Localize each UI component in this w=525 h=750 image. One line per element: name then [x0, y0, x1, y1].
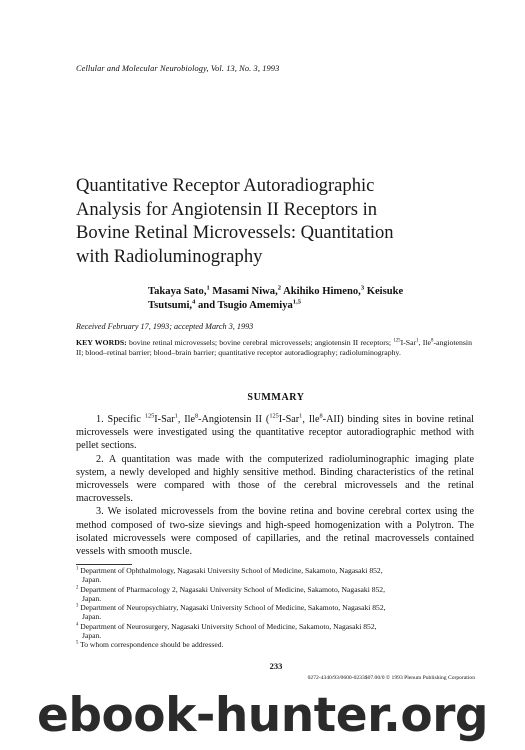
- keywords-text: , Ile: [418, 338, 432, 347]
- superscript: 8: [195, 412, 199, 420]
- affiliation-mark: 2: [277, 284, 282, 292]
- text: -Angiotensin II (: [198, 414, 270, 425]
- footnote-text: Department of Ophthalmology, Nagasaki University School of Medicine, Sakamoto, Nagasaki 852,: [78, 566, 383, 575]
- text: , Ile: [177, 414, 195, 425]
- superscript: 8: [319, 412, 323, 420]
- copyright-line: 0272-4340/93/0600-0233$07.00/0 © 1993 Plenum Publishing Corporation: [307, 675, 475, 681]
- keywords-label: KEY WORDS:: [76, 338, 127, 347]
- author-name: Masami Niwa,: [209, 286, 278, 297]
- footnote-text: Department of Pharmacology 2, Nagasaki University School of Medicine, Sakamoto, Nagasaki 852,: [78, 584, 385, 594]
- footnote: [76, 585, 474, 594]
- author-name: Tsutsumi,: [148, 300, 193, 311]
- superscript: 125: [393, 338, 401, 344]
- footnote-mark: 4: [76, 622, 79, 628]
- keywords-text: I-Sar: [400, 338, 417, 347]
- affiliation-mark: 4: [192, 298, 196, 306]
- article-title: [76, 174, 476, 268]
- footnote-mark: 3: [76, 603, 79, 609]
- footnote-continuation: Japan.: [82, 631, 102, 641]
- superscript: 8: [431, 338, 434, 344]
- keywords-text: bovine retinal microvessels; bovine cerebral microvessels; angiotensin II receptors;: [126, 338, 394, 347]
- footnote: [76, 622, 474, 631]
- text: 1. Specific: [96, 414, 145, 425]
- watermark-logo: ebook-hunter.org: [36, 688, 489, 743]
- title-line: Analysis for Angiotensin II Receptors in: [76, 198, 378, 220]
- footnote: [76, 640, 474, 649]
- footnote-mark: 2: [76, 585, 79, 591]
- superscript: 125: [144, 412, 155, 420]
- title-line: Bovine Retinal Microvessels: Quantitation: [76, 222, 394, 243]
- text: , Ile: [302, 414, 320, 425]
- text: -AII) binding sites in bovine retinal microvessels were investigated using the quantitative receptor autoradiographic method with pellet sections.: [76, 414, 474, 452]
- summary-paragraph-3: 3. We isolated microvessels from the bovine retina and bovine cerebral cortex using the method composed of two-size sievings and high-speed homogenization with a Polytron. The isolated microvessels were composed of capillaries, and the retinal macrovessels contained vessels with smooth muscle.: [76, 506, 474, 558]
- page-number: 233: [269, 661, 283, 671]
- summary-paragraph-1: [76, 413, 474, 453]
- footnotes: [76, 566, 474, 650]
- footnote-rule: [76, 564, 132, 565]
- footnote: [76, 566, 474, 575]
- author-name: Akihiko Himeno,: [281, 286, 361, 297]
- affiliation-mark: 1,5: [292, 298, 301, 306]
- footnote-continuation: Japan.: [82, 593, 102, 603]
- journal-citation: Cellular and Molecular Neurobiology, Vol. 13, No. 3, 1993: [76, 64, 280, 73]
- author-name: Takaya Sato,: [148, 286, 207, 297]
- title-line: with Radioluminography: [76, 245, 263, 267]
- affiliation-mark: 1: [206, 284, 210, 292]
- footnote-continuation: Japan.: [82, 612, 102, 622]
- footnote-text: Department of Neuropsychiatry, Nagasaki University School of Medicine, Sakamoto, Nagasaki 852,: [78, 603, 386, 613]
- author-name: Keisuke: [364, 286, 404, 297]
- author-list: [148, 285, 478, 313]
- text: I-Sar: [154, 414, 175, 425]
- text: I-Sar: [278, 414, 300, 425]
- footnote: [76, 603, 474, 612]
- title-line: Quantitative Receptor Autoradiographic: [76, 175, 375, 196]
- superscript: 1: [416, 338, 419, 344]
- superscript: 1: [299, 412, 303, 420]
- footnote-mark: 1: [76, 566, 79, 572]
- summary-body: [76, 413, 474, 558]
- footnote-text: Department of Neurosurgery, Nagasaki University School of Medicine, Sakamoto, Nagasaki 852,: [78, 621, 377, 631]
- received-dates: Received February 17, 1993; accepted March 3, 1993: [76, 322, 254, 331]
- summary-paragraph-2: 2. A quantitation was made with the computerized radioluminographic imaging plate system, a newly developed and highly sensitive method. Binding characteristics of the retinal microvessels were compared with those of the cerebral microvessels and the retinal macrovessels.: [76, 453, 474, 505]
- footnote-mark: 5: [76, 640, 79, 646]
- keywords: [76, 338, 472, 357]
- keywords-text: -angiotensin II; blood–retinal barrier; blood–brain barrier; quantitative receptor autoradiography; radioluminography.: [76, 338, 472, 357]
- summary-heading: SUMMARY: [247, 392, 305, 403]
- footnote-continuation: Japan.: [82, 575, 102, 585]
- footnote-text: To whom correspondence should be addressed.: [78, 640, 224, 650]
- superscript: 1: [174, 412, 178, 420]
- superscript: 125: [269, 412, 279, 420]
- author-name: and Tsugio Amemiya: [195, 300, 293, 311]
- affiliation-mark: 3: [360, 284, 365, 292]
